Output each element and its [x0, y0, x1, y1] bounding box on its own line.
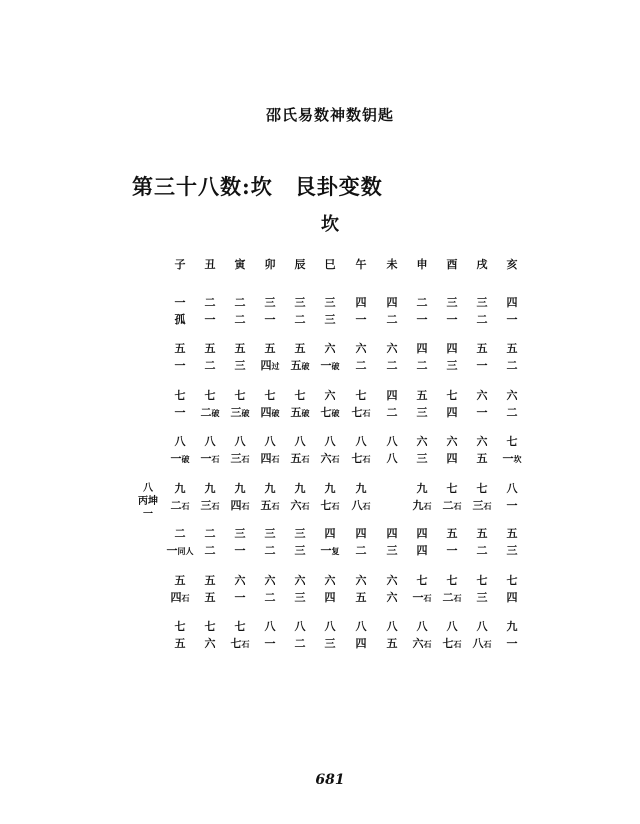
cell-lower-main: 三	[324, 637, 336, 650]
cell-lower-main: 三	[234, 359, 246, 372]
cell-upper: 九	[294, 482, 306, 495]
cell-upper: 七	[355, 389, 367, 402]
cell-lower-main: 四	[230, 499, 242, 512]
cell-upper: 八	[355, 435, 367, 448]
column-header: 申	[416, 258, 428, 271]
cell-upper: 二	[204, 296, 216, 309]
cell-lower-note: 石	[181, 501, 190, 511]
cell-lower-main: 五	[386, 637, 398, 650]
cell-upper: 六	[506, 389, 518, 402]
cell-upper: 八	[476, 620, 488, 633]
cell-upper: 五	[174, 574, 186, 587]
cell-lower-main: 一	[264, 313, 276, 326]
cell-upper: 三	[446, 296, 458, 309]
cell-lower-note: 复	[331, 546, 340, 556]
cell-lower-main: 一	[234, 544, 246, 557]
cell-upper: 六	[294, 574, 306, 587]
cell-upper: 七	[234, 620, 246, 633]
cell-lower-main: 一	[506, 637, 518, 650]
cell-upper: 六	[446, 435, 458, 448]
cell-lower-note: 石	[241, 639, 250, 649]
cell-lower-main: 二	[204, 544, 216, 557]
cell-lower	[494, 638, 530, 649]
running-head: 邵氏易数神数钥匙	[265, 106, 394, 124]
cell-lower-main: 三	[506, 544, 518, 557]
cell-lower-main: 七	[230, 637, 242, 650]
cell-lower-note: 石	[301, 454, 310, 464]
cell-lower-main: 一	[416, 313, 428, 326]
cell-upper: 二	[174, 527, 186, 540]
cell-lower-main: 二	[204, 359, 216, 372]
cell-lower-main: 孤	[174, 313, 186, 326]
cell-lower-main: 七	[442, 637, 454, 650]
cell-lower-main: 二	[416, 359, 428, 372]
cell-lower-note: 石	[301, 501, 310, 511]
cell-lower-main: 六	[412, 637, 424, 650]
cell-lower-note: 过	[271, 361, 280, 371]
cell-lower-main: 七	[351, 452, 363, 465]
cell-lower-main: 二	[476, 544, 488, 557]
cell-lower-note: 石	[453, 593, 462, 603]
cell-upper: 四	[355, 527, 367, 540]
cell-lower-note: 石	[211, 454, 220, 464]
cell-lower-main: 三	[200, 499, 212, 512]
cell-lower-main: 五	[355, 591, 367, 604]
cell-upper: 五	[174, 342, 186, 355]
cell-lower-main: 一	[174, 406, 186, 419]
cell-lower-main: 四	[170, 591, 182, 604]
cell-lower-main: 七	[320, 406, 332, 419]
cell-upper: 三	[324, 296, 336, 309]
cell-lower-main: 一	[476, 359, 488, 372]
cell-upper: 七	[446, 389, 458, 402]
cell-lower-main: 七	[351, 406, 363, 419]
cell-lower	[494, 500, 530, 511]
cell-lower-main: 四	[355, 637, 367, 650]
cell-lower-main: 二	[200, 406, 212, 419]
cell-upper: 七	[476, 574, 488, 587]
cell-upper: 七	[416, 574, 428, 587]
cell-upper: 四	[324, 527, 336, 540]
cell-upper: 八	[386, 620, 398, 633]
cell-lower-note: 石	[181, 593, 190, 603]
cell-lower-note: 石	[211, 501, 220, 511]
cell-lower-main: 二	[234, 313, 246, 326]
cell-lower-note: 同人	[177, 546, 194, 556]
cell-lower	[494, 407, 530, 418]
cell-lower-main: 二	[294, 313, 306, 326]
cell-upper: 七	[204, 389, 216, 402]
cell-upper: 九	[204, 482, 216, 495]
cell-upper: 五	[204, 342, 216, 355]
column-header: 卯	[264, 258, 276, 271]
cell-upper: 八	[204, 435, 216, 448]
cell-lower-main: 三	[416, 406, 428, 419]
cell-lower-main: 四	[260, 406, 272, 419]
cell-lower-main: 五	[476, 452, 488, 465]
cell-lower-main: 八	[386, 452, 398, 465]
cell-upper: 九	[234, 482, 246, 495]
cell-upper: 六	[386, 574, 398, 587]
cell-lower-note: 破	[241, 408, 250, 418]
side-note-line1: 八	[143, 483, 153, 494]
cell-upper: 七	[174, 620, 186, 633]
cell-lower-main: 五	[290, 406, 302, 419]
cell-lower	[494, 314, 530, 325]
cell-upper: 六	[324, 342, 336, 355]
cell-lower-note: 坎	[513, 454, 522, 464]
cell-upper: 六	[386, 342, 398, 355]
cell-upper: 八	[234, 435, 246, 448]
cell-lower-note: 破	[271, 408, 280, 418]
cell-upper: 六	[324, 574, 336, 587]
cell-lower-main: 五	[174, 637, 186, 650]
cell-upper: 五	[204, 574, 216, 587]
cell-upper: 八	[416, 620, 428, 633]
cell-upper: 七	[174, 389, 186, 402]
cell-upper: 五	[294, 342, 306, 355]
cell-upper: 八	[294, 620, 306, 633]
cell-upper: 八	[294, 435, 306, 448]
cell-lower-main: 六	[386, 591, 398, 604]
cell-lower-note: 石	[362, 501, 371, 511]
cell-upper: 九	[324, 482, 336, 495]
cell-lower-main: 三	[230, 406, 242, 419]
cell-lower-note: 破	[331, 361, 340, 371]
cell-upper: 七	[476, 482, 488, 495]
cell-lower-note: 破	[301, 361, 310, 371]
cell-lower-main: 四	[446, 452, 458, 465]
cell-lower-main: 六	[320, 452, 332, 465]
cell-lower-main: 一	[506, 499, 518, 512]
cell-upper: 五	[446, 527, 458, 540]
cell-lower-note: 石	[271, 454, 280, 464]
cell-upper: 三	[234, 527, 246, 540]
side-note-line2: 丙坤	[138, 496, 158, 507]
cell-upper: 五	[234, 342, 246, 355]
page-number: 681	[315, 772, 345, 788]
cell-upper: 八	[446, 620, 458, 633]
cell-lower-main: 八	[351, 499, 363, 512]
cell-lower-main: 三	[230, 452, 242, 465]
column-header: 午	[355, 258, 367, 271]
column-header: 巳	[324, 258, 336, 271]
cell-upper: 五	[506, 527, 518, 540]
cell-lower-note: 石	[271, 501, 280, 511]
column-header: 子	[174, 258, 186, 271]
cell-upper: 七	[204, 620, 216, 633]
cell-upper: 五	[416, 389, 428, 402]
column-header: 寅	[234, 258, 246, 271]
cell-upper: 七	[264, 389, 276, 402]
cell-lower-note: 破	[181, 454, 190, 464]
cell-upper: 四	[506, 296, 518, 309]
cell-lower-main: 三	[416, 452, 428, 465]
cell-lower-main: 一	[204, 313, 216, 326]
column-header: 未	[386, 258, 398, 271]
cell-lower-main: 八	[472, 637, 484, 650]
cell-lower-main: 一	[320, 544, 332, 557]
cell-lower-main: 一	[166, 544, 178, 557]
cell-upper: 二	[416, 296, 428, 309]
cell-upper: 二	[234, 296, 246, 309]
cell-upper: 六	[476, 389, 488, 402]
cell-lower-main: 二	[442, 591, 454, 604]
cell-lower-main: 三	[472, 499, 484, 512]
cell-lower-main: 二	[506, 359, 518, 372]
cell-upper: 四	[446, 342, 458, 355]
cell-lower	[494, 592, 530, 603]
cell-upper: 六	[264, 574, 276, 587]
cell-upper: 九	[174, 482, 186, 495]
cell-upper: 九	[416, 482, 428, 495]
cell-lower-main: 六	[290, 499, 302, 512]
cell-upper: 八	[264, 435, 276, 448]
cell-lower-main: 三	[446, 359, 458, 372]
cell-lower-note: 石	[483, 639, 492, 649]
column-header: 丑	[204, 258, 216, 271]
cell-lower-main: 二	[442, 499, 454, 512]
cell-lower-main: 二	[264, 544, 276, 557]
cell-lower-main: 二	[264, 591, 276, 604]
trigram-heading: 坎	[321, 214, 339, 235]
cell-lower-main: 一	[446, 544, 458, 557]
chapter-title	[132, 171, 383, 201]
cell-lower-note: 石	[331, 454, 340, 464]
cell-upper: 三	[294, 527, 306, 540]
cell-upper: 六	[355, 342, 367, 355]
cell-upper: 四	[416, 527, 428, 540]
cell-lower-main: 二	[386, 359, 398, 372]
cell-upper: 七	[294, 389, 306, 402]
cell-upper: 五	[506, 342, 518, 355]
cell-upper: 四	[386, 296, 398, 309]
cell-upper: 五	[476, 342, 488, 355]
cell-lower-main: 四	[260, 359, 272, 372]
cell-upper: 三	[294, 296, 306, 309]
cell-upper: 七	[506, 435, 518, 448]
cell-upper: 六	[355, 574, 367, 587]
cell-lower-main: 二	[294, 637, 306, 650]
cell-lower-main: 一	[200, 452, 212, 465]
cell-lower-main: 一	[264, 637, 276, 650]
cell-lower-note: 石	[483, 501, 492, 511]
cell-lower-main: 一	[320, 359, 332, 372]
cell-lower-note: 石	[453, 639, 462, 649]
cell-upper: 七	[446, 482, 458, 495]
cell-lower-main: 二	[386, 406, 398, 419]
cell-lower-main: 二	[170, 499, 182, 512]
cell-upper: 五	[476, 527, 488, 540]
cell-upper: 七	[234, 389, 246, 402]
cell-lower-main: 三	[386, 544, 398, 557]
cell-lower-main: 四	[260, 452, 272, 465]
cell-upper: 三	[476, 296, 488, 309]
side-note-line3: 一	[143, 509, 153, 520]
cell-upper: 六	[416, 435, 428, 448]
cell-upper: 三	[264, 296, 276, 309]
cell-upper: 八	[324, 435, 336, 448]
cell-lower-main: 五	[290, 452, 302, 465]
cell-lower-main: 二	[386, 313, 398, 326]
cell-lower-main: 一	[412, 591, 424, 604]
cell-lower-main: 二	[355, 544, 367, 557]
cell-lower-note: 石	[241, 454, 250, 464]
cell-upper: 九	[355, 482, 367, 495]
cell-upper: 九	[506, 620, 518, 633]
cell-upper: 八	[174, 435, 186, 448]
chapter-title-part1: 第三十八数:坎	[132, 174, 273, 199]
cell-lower-main: 一	[234, 591, 246, 604]
cell-lower-note: 石	[423, 593, 432, 603]
cell-lower-main: 三	[294, 544, 306, 557]
cell-lower-note: 石	[423, 501, 432, 511]
cell-upper: 八	[386, 435, 398, 448]
cell-upper: 八	[324, 620, 336, 633]
cell-upper: 四	[386, 527, 398, 540]
cell-upper: 八	[264, 620, 276, 633]
cell-upper: 七	[506, 574, 518, 587]
cell-upper: 八	[355, 620, 367, 633]
cell-lower-main: 一	[170, 452, 182, 465]
cell-lower-main: 三	[294, 591, 306, 604]
cell-upper: 四	[386, 389, 398, 402]
column-header: 戌	[476, 258, 488, 271]
cell-lower-main: 九	[412, 499, 424, 512]
column-header: 酉	[446, 258, 458, 271]
cell-upper: 七	[446, 574, 458, 587]
cell-upper: 一	[174, 296, 186, 309]
cell-lower-main: 二	[355, 359, 367, 372]
cell-lower-main: 七	[320, 499, 332, 512]
cell-lower-main: 一	[502, 452, 514, 465]
cell-lower-main: 一	[476, 406, 488, 419]
cell-upper: 九	[264, 482, 276, 495]
cell-lower-note: 石	[362, 454, 371, 464]
cell-upper: 二	[204, 527, 216, 540]
cell-upper: 八	[506, 482, 518, 495]
cell-lower-main: 四	[506, 591, 518, 604]
cell-lower-main: 一	[446, 313, 458, 326]
cell-upper: 三	[264, 527, 276, 540]
cell-lower	[494, 453, 530, 464]
cell-upper: 六	[234, 574, 246, 587]
column-header: 辰	[294, 258, 306, 271]
cell-lower-main: 四	[324, 591, 336, 604]
chapter-title-part2: 艮卦变数	[294, 174, 383, 199]
cell-upper: 四	[416, 342, 428, 355]
cell-upper: 五	[264, 342, 276, 355]
cell-lower	[494, 360, 530, 371]
cell-lower-main: 六	[204, 637, 216, 650]
cell-lower-main: 四	[446, 406, 458, 419]
cell-lower-main: 一	[355, 313, 367, 326]
cell-lower-main: 一	[506, 313, 518, 326]
cell-upper: 四	[355, 296, 367, 309]
cell-lower-main: 三	[476, 591, 488, 604]
cell-lower	[494, 545, 530, 556]
cell-lower-note: 石	[241, 501, 250, 511]
cell-lower-main: 四	[416, 544, 428, 557]
cell-lower-note: 石	[362, 408, 371, 418]
cell-lower	[343, 500, 379, 511]
cell-upper: 六	[324, 389, 336, 402]
cell-lower-main: 二	[476, 313, 488, 326]
cell-lower-note: 石	[331, 501, 340, 511]
cell-lower-note: 石	[423, 639, 432, 649]
cell-lower-note: 破	[331, 408, 340, 418]
cell-lower-main: 三	[324, 313, 336, 326]
cell-lower-main: 五	[204, 591, 216, 604]
cell-lower-main: 二	[506, 406, 518, 419]
cell-lower-note: 破	[211, 408, 220, 418]
cell-lower-main: 一	[174, 359, 186, 372]
column-header: 亥	[506, 258, 518, 271]
cell-upper: 六	[476, 435, 488, 448]
cell-lower-main: 五	[260, 499, 272, 512]
side-note	[136, 482, 160, 521]
cell-lower-main: 五	[290, 359, 302, 372]
cell-lower-note: 石	[453, 501, 462, 511]
cell-lower-note: 破	[301, 408, 310, 418]
